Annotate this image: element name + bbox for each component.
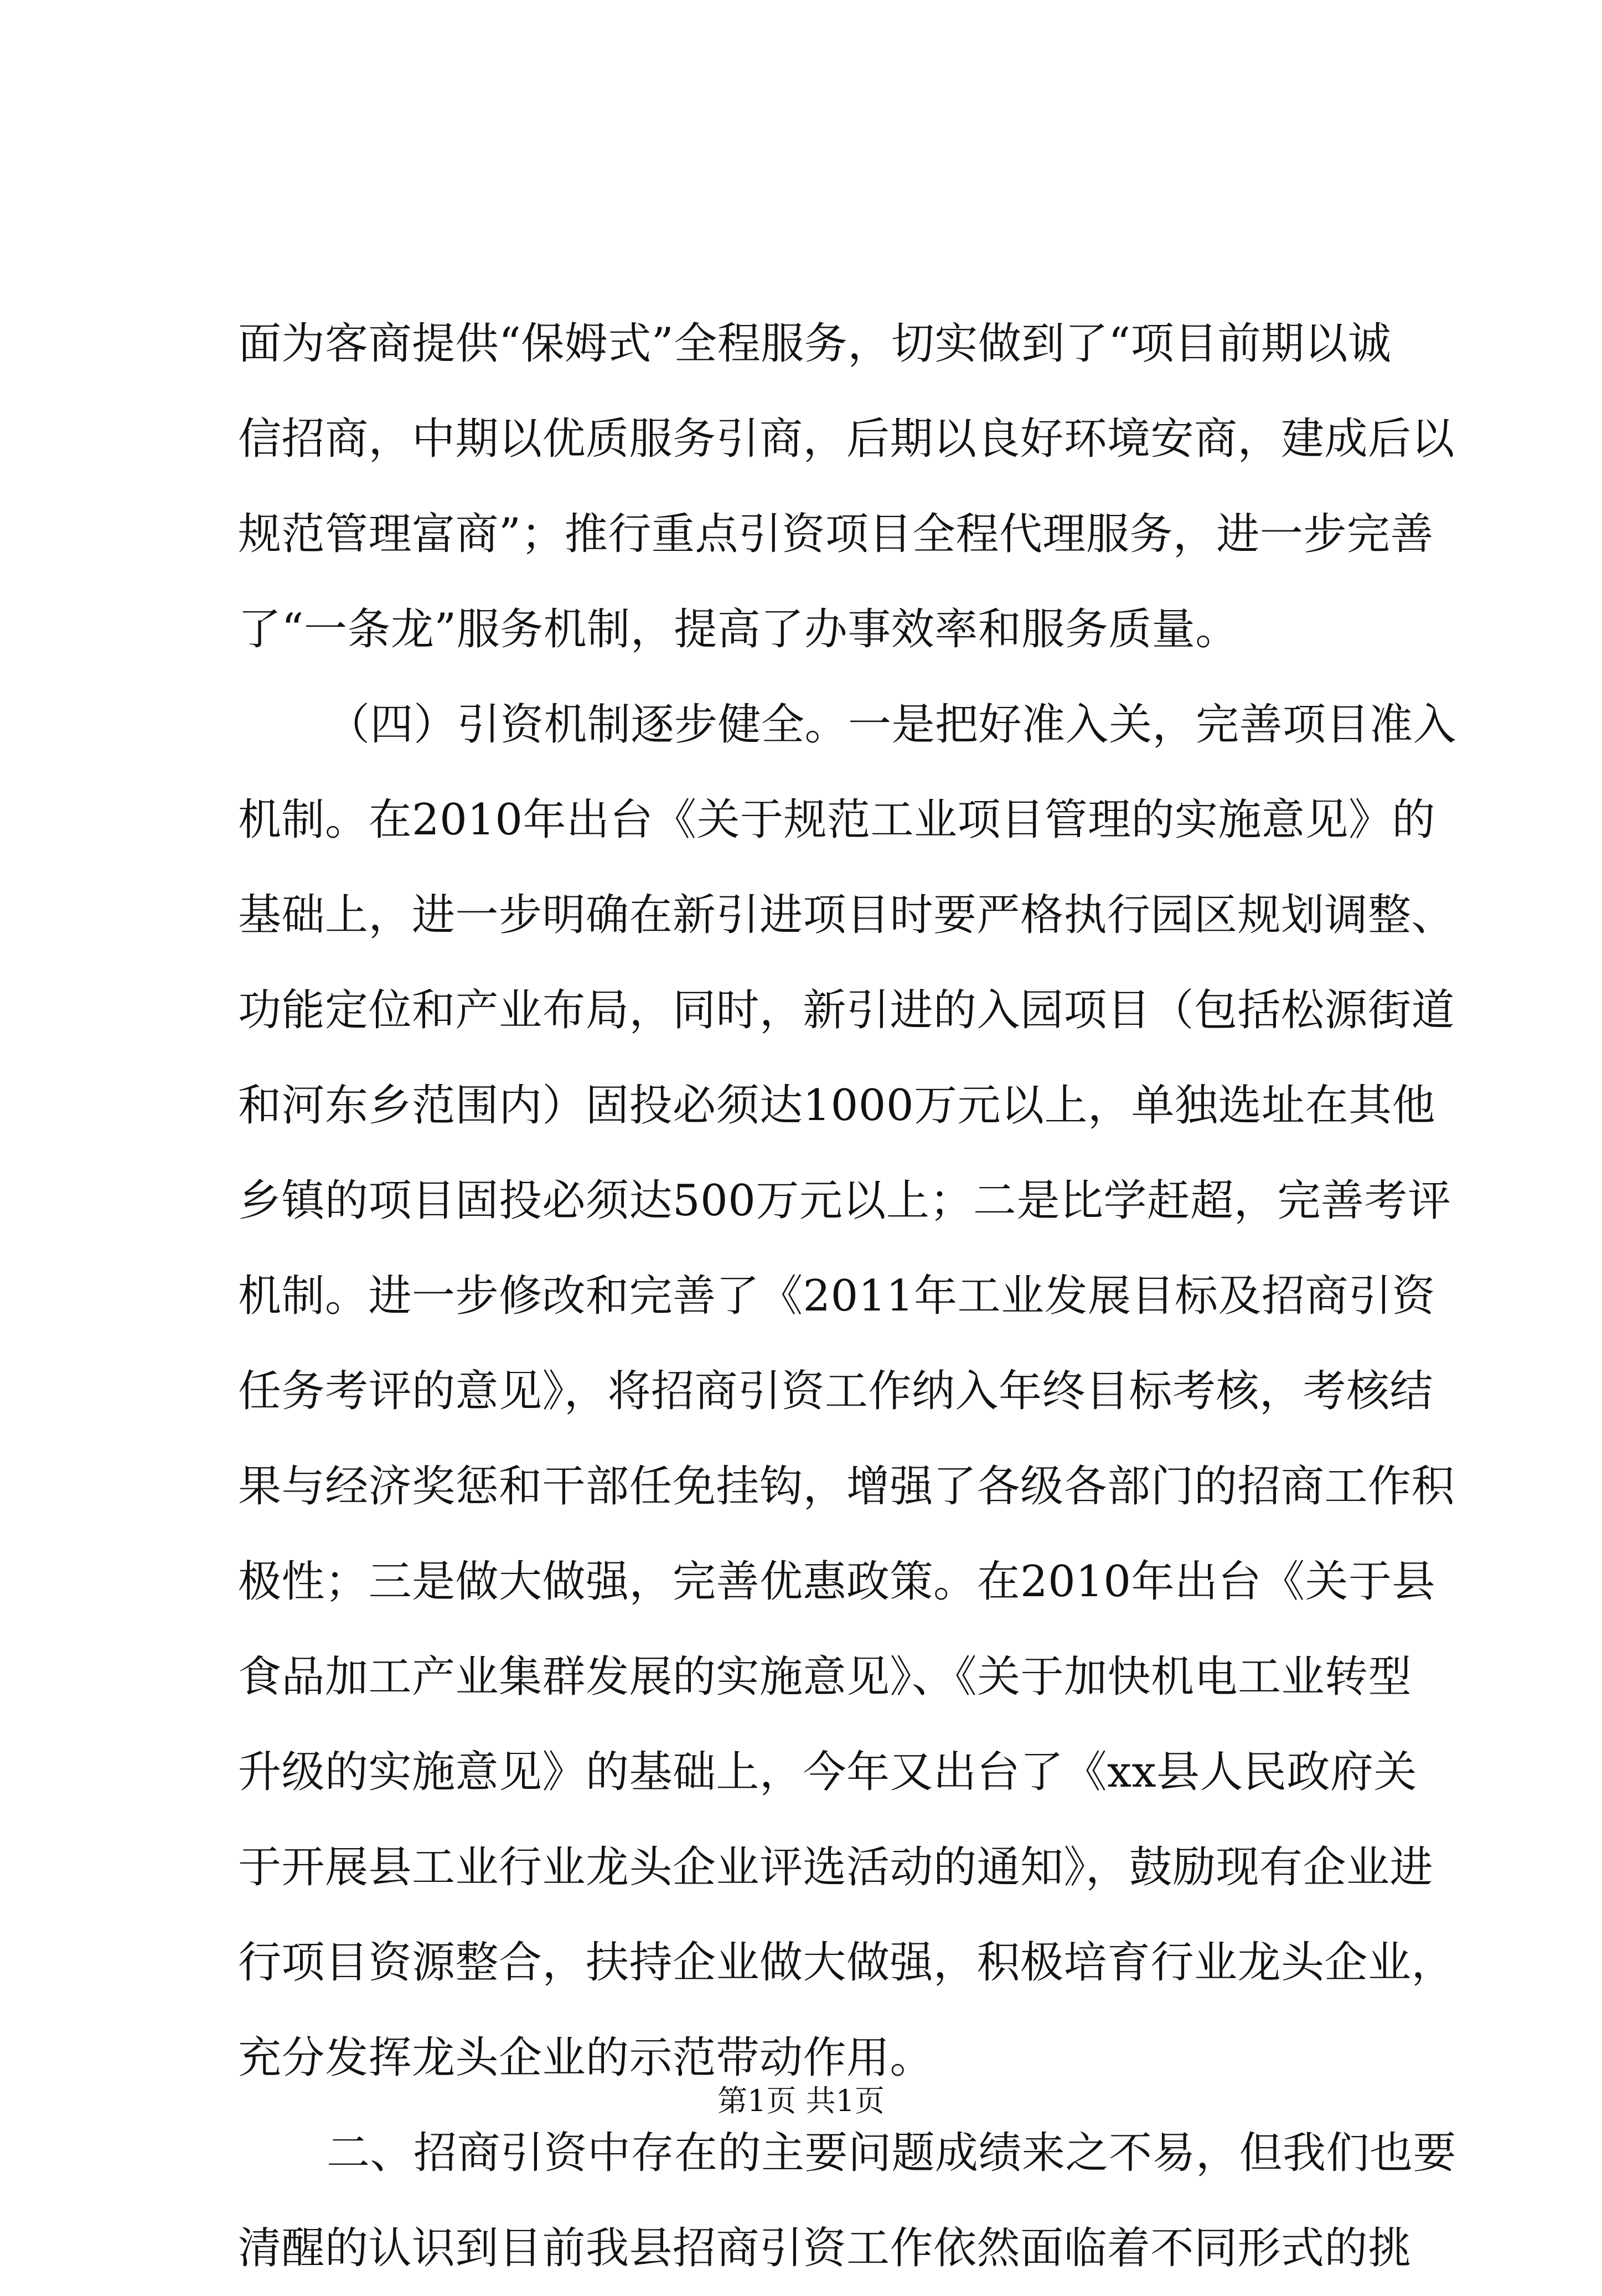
- text-line: 于开展县工业行业龙头企业评选活动的通知》，鼓励现有企业进: [238, 1843, 1434, 1892]
- text-line: 机制。进一步修改和完善了《2011年工业发展目标及招商引资: [238, 1271, 1436, 1321]
- text-line: 了“一条龙”服务机制，提高了办事效率和服务质量。: [238, 605, 1239, 654]
- text-line: 清醒的认识到目前我县招商引资工作依然面临着不同形式的挑: [238, 2223, 1412, 2273]
- body-text: [238, 296, 1457, 2296]
- text-line: 功能定位和产业布局，同时，新引进的入园项目（包括松源街道: [238, 986, 1455, 1035]
- text-line: 和河东乡范围内）固投必须达1000万元以上，单独选址在其他: [238, 1081, 1436, 1131]
- text-line: 行项目资源整合，扶持企业做大做强，积极培育行业龙头企业，: [238, 1938, 1455, 1988]
- text-line: 食品加工产业集群发展的实施意见》、《关于加快机电工业转型: [238, 1652, 1412, 1702]
- page-footer: 第1页 共1页: [717, 2083, 885, 2118]
- text-line: 升级的实施意见》的基础上，今年又出台了《xx县人民政府关: [238, 1747, 1417, 1797]
- section-heading-line: 二、招商引资中存在的主要问题成绩来之不易，但我们也要: [327, 2128, 1457, 2178]
- text-line: 信招商，中期以优质服务引商，后期以良好环境安商，建成后以: [238, 414, 1455, 464]
- text-line: 规范管理富商”；推行重点引资项目全程代理服务，进一步完善: [238, 509, 1434, 559]
- text-line: 面为客商提供“保姆式”全程服务，切实做到了“项目前期以诚: [238, 319, 1392, 369]
- text-line: 极性；三是做大做强，完善优惠政策。在2010年出台《关于县: [238, 1557, 1436, 1607]
- text-line: 充分发挥龙头企业的示范带动作用。: [238, 2033, 934, 2083]
- text-line: 任务考评的意见》，将招商引资工作纳入年终目标考核，考核结: [238, 1366, 1434, 1416]
- text-line: 基础上，进一步明确在新引进项目时要严格执行园区规划调整、: [238, 890, 1455, 940]
- text-line: 果与经济奖惩和干部任免挂钩，增强了各级各部门的招商工作积: [238, 1462, 1455, 1511]
- text-line: 乡镇的项目固投必须达500万元以上；二是比学赶超，完善考评: [238, 1176, 1451, 1226]
- text-line: 机制。在2010年出台《关于规范工业项目管理的实施意见》的: [238, 795, 1436, 845]
- paragraph-start-line: （四）引资机制逐步健全。一是把好准入关，完善项目准入: [327, 700, 1457, 750]
